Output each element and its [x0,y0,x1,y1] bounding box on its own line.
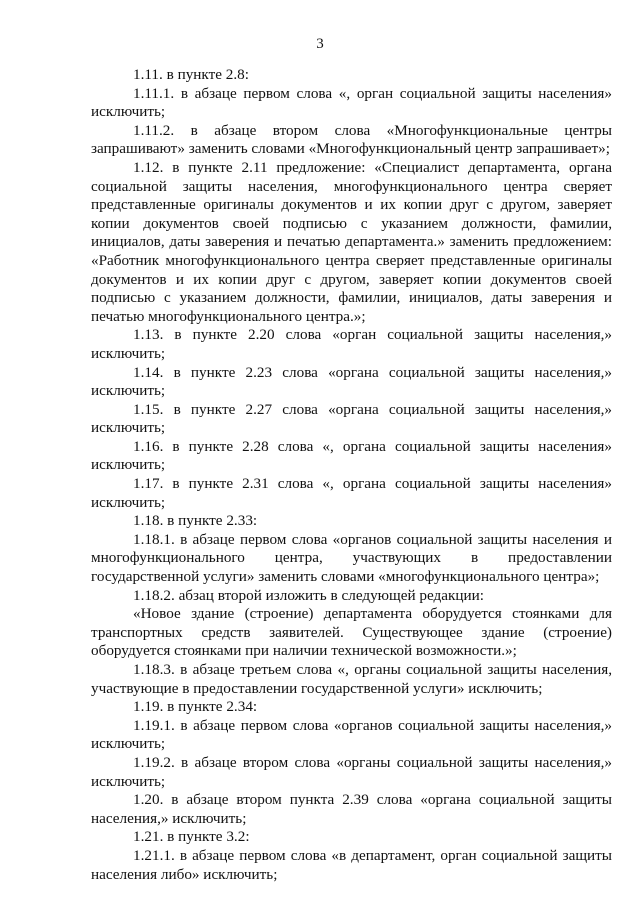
paragraph-1-11-2: 1.11.2. в абзаце втором слова «Многофункциональные центры запрашивают» заменить словами «Многофункциональный центр запрашивает»; [91,121,612,158]
paragraph-1-18-2: 1.18.2. абзац второй изложить в следующей редакции: [133,586,484,604]
page-number: 3 [316,36,324,52]
paragraph-1-21-1: 1.21.1. в абзаце первом слова «в департамент, орган социальной защиты населения либо» исключить; [91,846,612,883]
paragraph-1-18-1: 1.18.1. в абзаце первом слова «органов социальной защиты населения и многофункционального центра, участвующих в предоставлении государственной услуги» заменить словами «многофункционального центра»; [91,530,612,586]
paragraph-1-19-1: 1.19.1. в абзаце первом слова «органов социальной защиты населения,» исключить; [91,716,612,753]
paragraph-1-21: 1.21. в пункте 3.2: [133,828,250,846]
paragraph-1-13: 1.13. в пункте 2.20 слова «орган социальной защиты населения,» исключить; [91,326,612,362]
paragraph-1-12: 1.12. в пункте 2.11 предложение: «Специалист департамента, органа социальной защиты населения, многофункционального центра сверяет представленные оригиналы документов и их копии друг с другом, заверяет копии документов своей подписью с указанием должности, фамилии, инициалов, даты заверения и печатью департамента.» заменить предложением: «Работник многофункционального центра сверяет представленные оригиналы документов и их копии друг с другом, заверяет копии документов своей подписью с указанием должности, фамилии, инициалов, даты заверения и печатью многофункционального центра.»; [91,158,612,325]
document-body [91,66,612,884]
paragraph-1-18-3: 1.18.3. в абзаце третьем слова «, органы социальной защиты населения, участвующие в предоставлении государственной услуги» исключить; [91,661,612,697]
paragraph-quoted-text: «Новое здание (строение) департамента оборудуется стоянками для транспортных средств заявителей. Существующее здание (строение) оборудуется стоянками при наличии технической возможности.»; [91,605,612,660]
paragraph-1-15: 1.15. в пункте 2.27 слова «органа социальной защиты населения,» исключить; [91,400,612,437]
paragraph-1-11-1: 1.11.1. в абзаце первом слова «, орган социальной защиты населения» исключить; [91,84,612,121]
paragraph-1-17: 1.17. в пункте 2.31 слова «, органа социальной защиты населения» исключить; [91,475,612,511]
paragraph-1-11: 1.11. в пункте 2.8: [133,66,249,83]
paragraph-1-19-2: 1.19.2. в абзаце втором слова «органы социальной защиты населения,» исключить; [91,753,612,790]
paragraph-1-14: 1.14. в пункте 2.23 слова «органа социальной защиты населения,» исключить; [91,363,612,400]
paragraph-1-20: 1.20. в абзаце втором пункта 2.39 слова «органа социальной защиты населения,» исключить; [91,791,612,827]
paragraph-1-16: 1.16. в пункте 2.28 слова «, органа социальной защиты населения» исключить; [91,437,612,474]
paragraph-1-18: 1.18. в пункте 2.33: [133,512,258,530]
paragraph-1-19: 1.19. в пункте 2.34: [133,698,258,716]
